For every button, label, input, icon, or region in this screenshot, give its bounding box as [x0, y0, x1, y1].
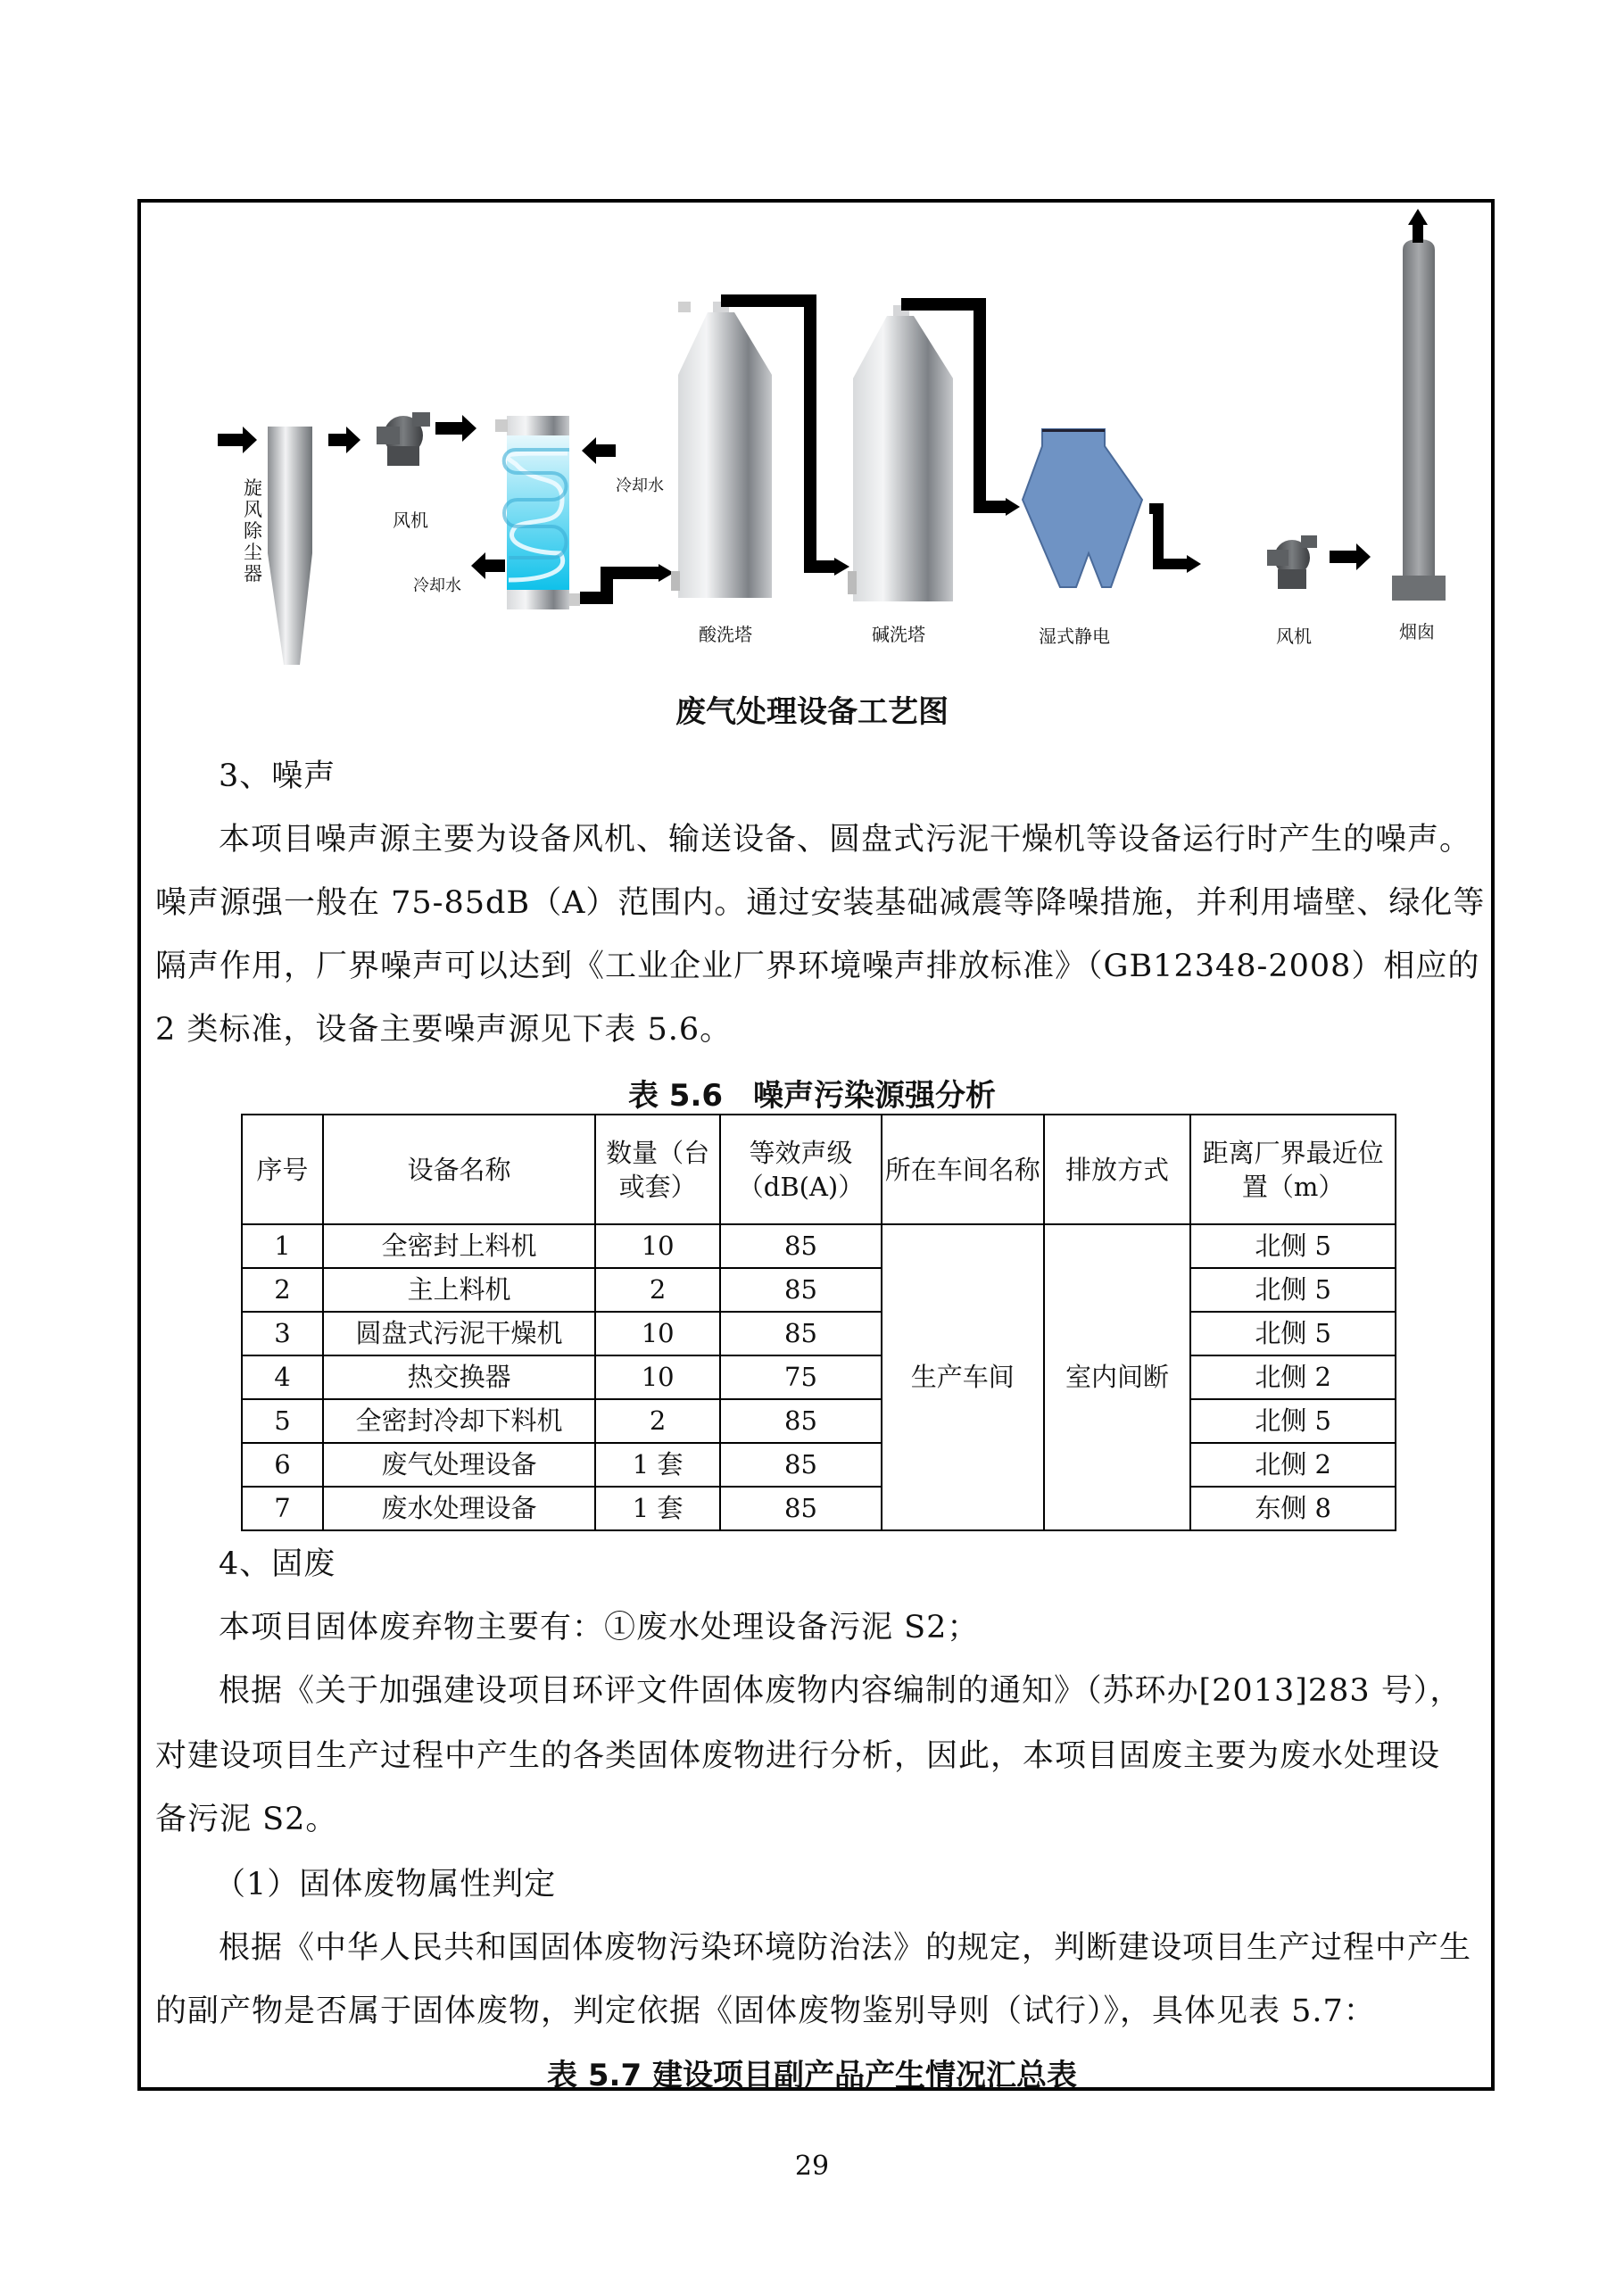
cell-qty: 10 — [595, 1312, 720, 1355]
paragraph-line: 本项目噪声源主要为设备风机、输送设备、圆盘式污泥干燥机等设备运行时产生的噪声。 — [219, 822, 1472, 858]
table-row — [242, 1312, 1396, 1355]
cell-qty: 10 — [595, 1224, 720, 1268]
col-header-name: 设备名称 — [323, 1115, 595, 1224]
cell-qty: 2 — [595, 1399, 720, 1443]
cell-distance: 北侧 2 — [1190, 1443, 1396, 1487]
cell-no: 4 — [242, 1355, 323, 1399]
table-header-row — [242, 1115, 1396, 1224]
cell-name: 热交换器 — [323, 1355, 595, 1399]
cell-name: 废水处理设备 — [323, 1487, 595, 1530]
cell-name: 主上料机 — [323, 1268, 595, 1312]
cell-qty: 1 套 — [595, 1487, 720, 1530]
cyclone-dust-collector-icon — [268, 427, 312, 665]
fan-icon — [377, 412, 430, 466]
cooling-water-in-arrow — [582, 437, 616, 464]
cell-name: 全密封上料机 — [323, 1224, 595, 1268]
table-row — [242, 1399, 1396, 1443]
cell-no: 2 — [242, 1268, 323, 1312]
table-5-7-title: 表 5.7 建设项目副产品产生情况汇总表 — [547, 2058, 1077, 2093]
cell-qty: 1 套 — [595, 1443, 720, 1487]
cell-no: 3 — [242, 1312, 323, 1355]
paragraph-line: 隔声作用，厂界噪声可以达到《工业企业厂界环境噪声排放标准》（GB12348-2008）相应的 — [155, 949, 1480, 984]
cell-distance: 东侧 8 — [1190, 1487, 1396, 1530]
alkali-washing-tower-icon — [848, 305, 953, 601]
arrow — [435, 415, 476, 442]
table-row — [242, 1355, 1396, 1399]
cell-distance: 北侧 5 — [1190, 1312, 1396, 1355]
cell-qty: 2 — [595, 1268, 720, 1312]
arrow — [328, 427, 360, 453]
label-acid-tower: 酸洗塔 — [699, 624, 752, 645]
col-header-distance: 距离厂界最近位置（m） — [1190, 1115, 1396, 1224]
table-5-6-title: 表 5.6 噪声污染源强分析 — [627, 1078, 997, 1114]
cell-distance: 北侧 5 — [1190, 1224, 1396, 1268]
paragraph-line: 根据《中华人民共和国固体废物污染环境防治法》的规定，判断建设项目生产过程中产生 — [219, 1930, 1472, 1966]
cell-level: 85 — [720, 1399, 882, 1443]
section-4-heading: 4、固废 — [219, 1546, 336, 1582]
label-wet-esp: 湿式静电 — [1039, 626, 1110, 647]
col-header-qty: 数量（台或套） — [595, 1115, 720, 1224]
paragraph-line: 的副产物是否属于固体废物，判定依据《固体废物鉴别导则（试行）》，具体见表 5.7： — [155, 1993, 1376, 2029]
paragraph-line: 备污泥 S2。 — [155, 1802, 338, 1837]
cell-name: 全密封冷却下料机 — [323, 1399, 595, 1443]
cell-level: 85 — [720, 1443, 882, 1487]
table-row — [242, 1224, 1396, 1268]
paragraph-line: 本项目固体废弃物主要有：①废水处理设备污泥 S2； — [219, 1610, 980, 1645]
cell-discharge-merged: 室内间断 — [1044, 1224, 1191, 1530]
cell-level: 75 — [720, 1355, 882, 1399]
label-alkali-tower: 碱洗塔 — [872, 624, 925, 645]
label-cyclone: 旋风除尘器 — [244, 477, 262, 584]
cooling-water-out-arrow — [471, 552, 505, 579]
exhaust-up-arrow — [1408, 209, 1428, 243]
cell-name: 圆盘式污泥干燥机 — [323, 1312, 595, 1355]
col-header-discharge: 排放方式 — [1044, 1115, 1191, 1224]
col-header-level: 等效声级（dB(A)） — [720, 1115, 882, 1224]
col-header-workshop: 所在车间名称 — [882, 1115, 1044, 1224]
cell-no: 7 — [242, 1487, 323, 1530]
cell-distance: 北侧 5 — [1190, 1399, 1396, 1443]
table-row — [242, 1487, 1396, 1530]
fan-icon — [1267, 535, 1317, 589]
noise-source-table — [241, 1114, 1396, 1531]
subsection-heading: （1）固体废物属性判定 — [214, 1867, 557, 1902]
label-fan-1: 风机 — [393, 510, 428, 531]
inlet-arrow — [218, 427, 257, 453]
label-cooling-water-out: 冷却水 — [413, 576, 461, 595]
page-number: 29 — [794, 2151, 830, 2182]
table-row — [242, 1443, 1396, 1487]
cell-level: 85 — [720, 1487, 882, 1530]
paragraph-line: 2 类标准，设备主要噪声源见下表 5.6。 — [155, 1012, 733, 1048]
label-chimney: 烟囱 — [1399, 621, 1435, 642]
paragraph-line: 对建设项目生产过程中产生的各类固体废物进行分析，因此，本项目固废主要为废水处理设 — [155, 1738, 1441, 1774]
label-fan-2: 风机 — [1276, 626, 1312, 647]
wet-electrostatic-precipitator-icon — [1023, 429, 1142, 587]
chimney-icon — [1392, 239, 1446, 601]
table-row — [242, 1268, 1396, 1312]
arrow — [1330, 543, 1371, 570]
cell-level: 85 — [720, 1268, 882, 1312]
cell-workshop-merged: 生产车间 — [882, 1224, 1044, 1530]
pipe-arrow — [1149, 509, 1201, 573]
section-3-heading: 3、噪声 — [219, 758, 336, 794]
acid-washing-tower-icon — [671, 302, 772, 598]
paragraph-line: 噪声源强一般在 75-85dB（A）范围内。通过安装基础减震等降噪措施，并利用墙壁、绿化等 — [155, 885, 1486, 921]
cell-no: 5 — [242, 1399, 323, 1443]
cell-no: 1 — [242, 1224, 323, 1268]
cell-qty: 10 — [595, 1355, 720, 1399]
cell-level: 85 — [720, 1224, 882, 1268]
cell-distance: 北侧 2 — [1190, 1355, 1396, 1399]
heat-exchanger-icon — [495, 416, 580, 609]
label-cooling-water-in: 冷却水 — [616, 477, 664, 495]
pipe-arrow — [580, 564, 674, 598]
paragraph-line: 根据《关于加强建设项目环评文件固体废物内容编制的通知》（苏环办[2013]283 号）， — [219, 1673, 1462, 1709]
cell-level: 85 — [720, 1312, 882, 1355]
cell-name: 废气处理设备 — [323, 1443, 595, 1487]
cell-no: 6 — [242, 1443, 323, 1487]
col-header-no: 序号 — [242, 1115, 323, 1224]
cell-distance: 北侧 5 — [1190, 1268, 1396, 1312]
diagram-caption: 废气处理设备工艺图 — [675, 694, 949, 730]
